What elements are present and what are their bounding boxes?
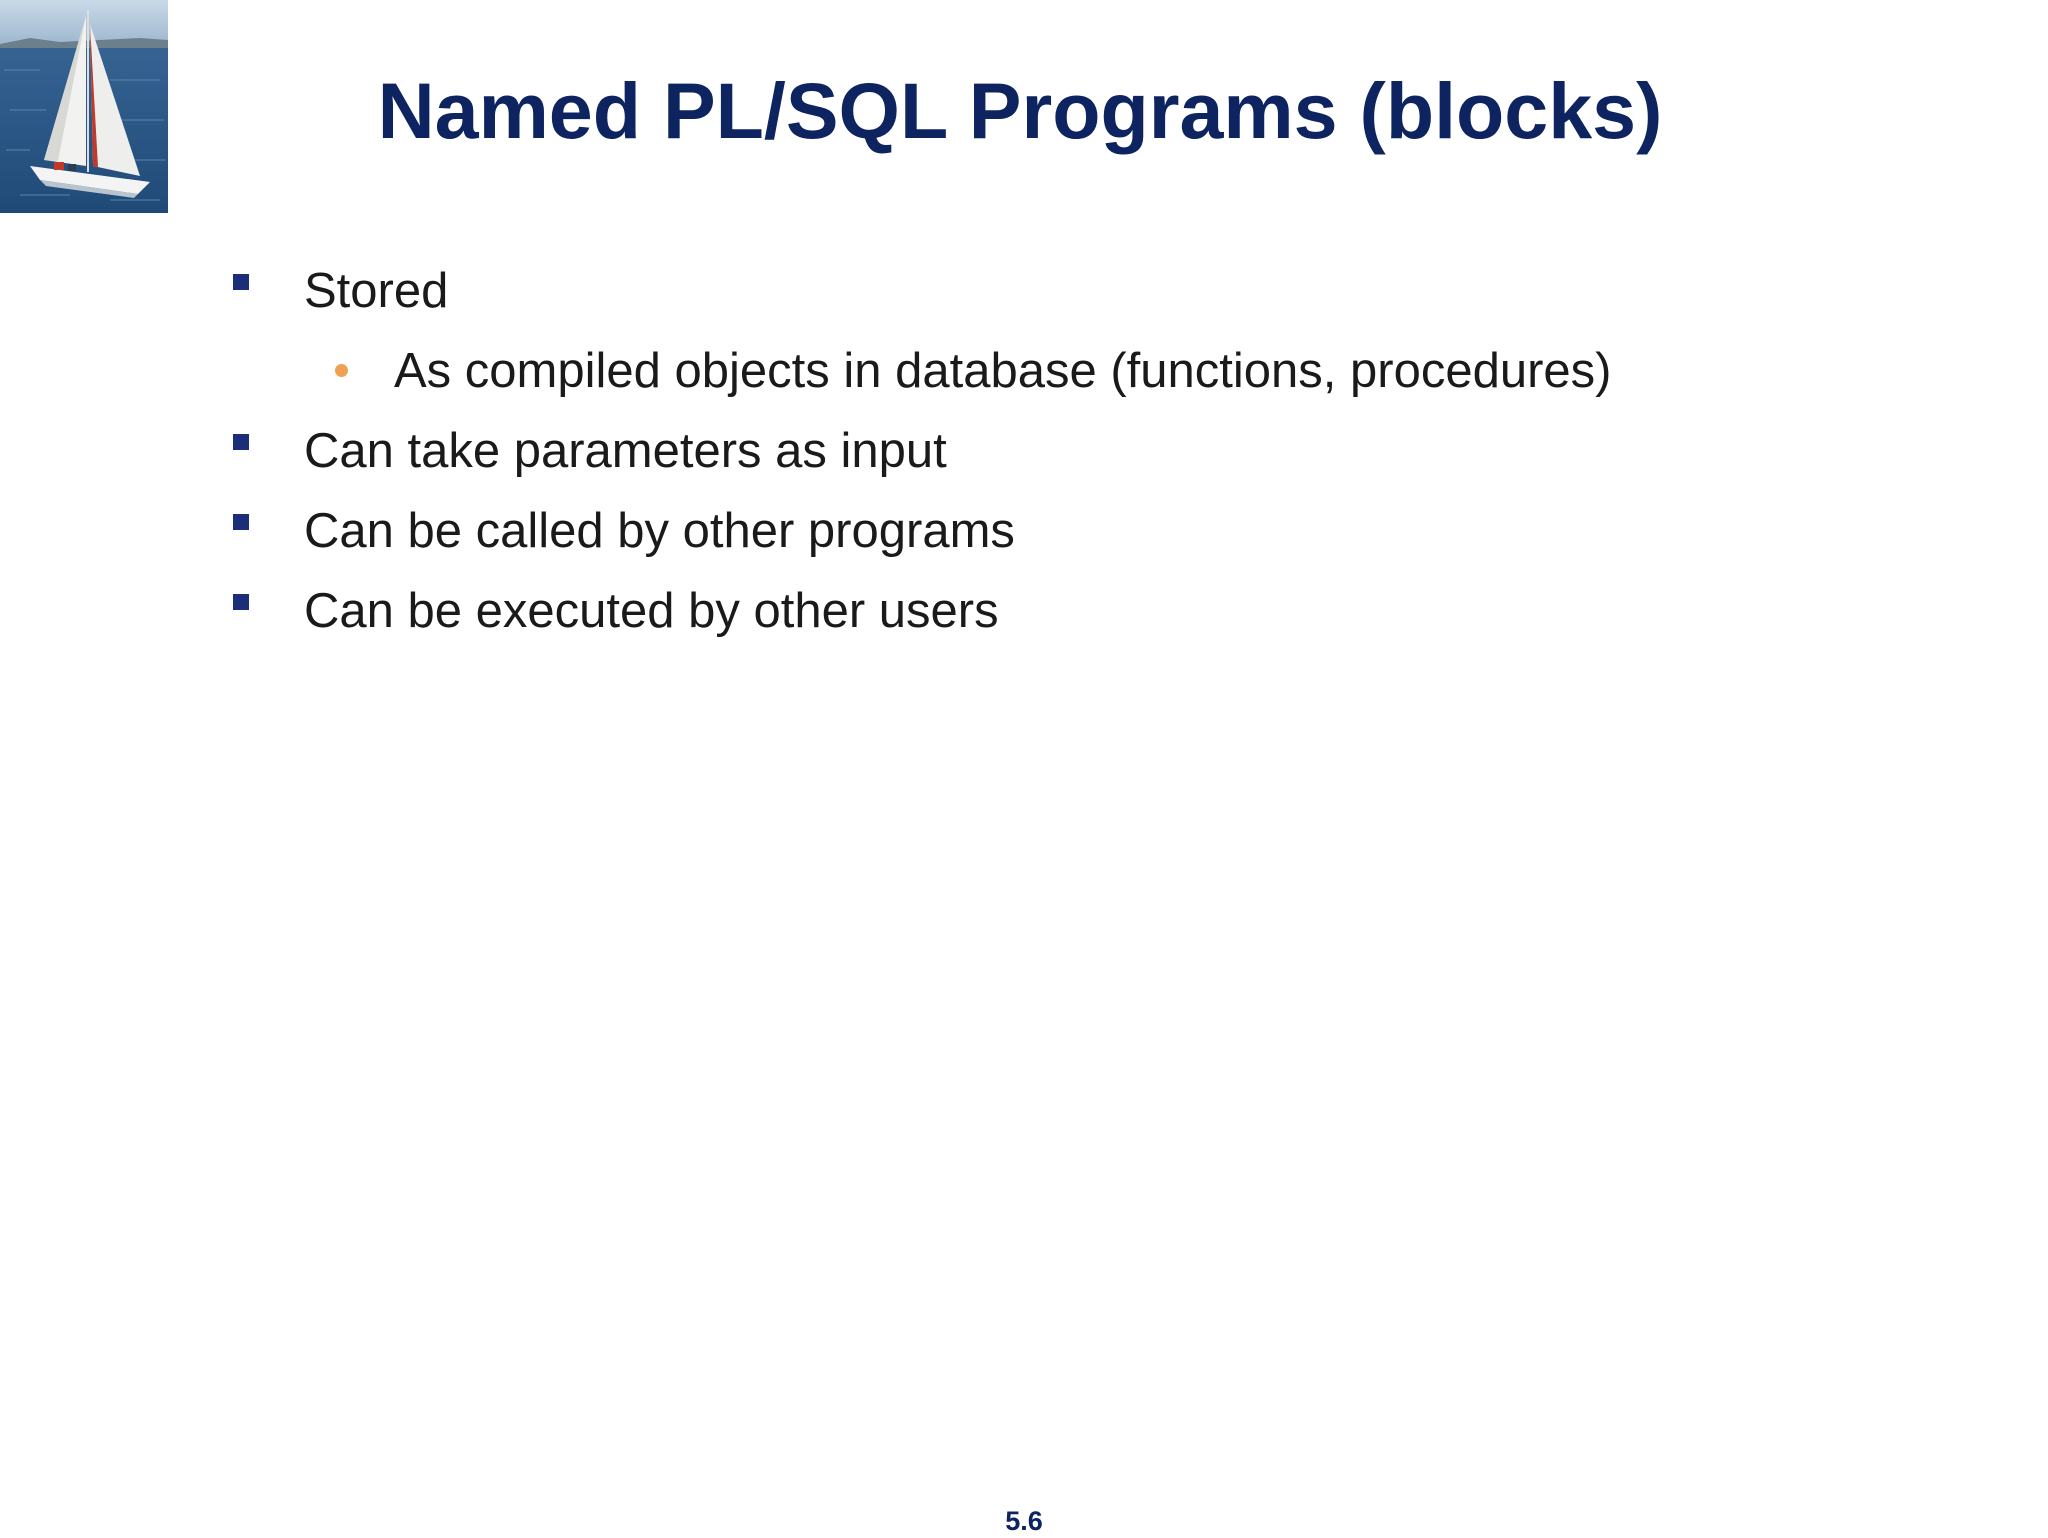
dot-bullet-icon xyxy=(335,364,348,377)
list-item: Stored xyxy=(304,264,449,318)
list-item: Can take parameters as input xyxy=(304,424,947,478)
list-item: Can be called by other programs xyxy=(304,504,1015,558)
slide-title: Named PL/SQL Programs (blocks) xyxy=(377,66,1663,155)
page-number: 5.6 xyxy=(1005,1506,1043,1536)
square-bullet-icon xyxy=(233,274,249,290)
list-item: As compiled objects in database (functions, procedures) xyxy=(394,344,1612,398)
list-item: Can be executed by other users xyxy=(304,584,999,638)
square-bullet-icon xyxy=(233,514,249,530)
square-bullet-icon xyxy=(233,594,249,610)
sailboat-logo-icon xyxy=(0,0,168,213)
square-bullet-icon xyxy=(233,434,249,450)
